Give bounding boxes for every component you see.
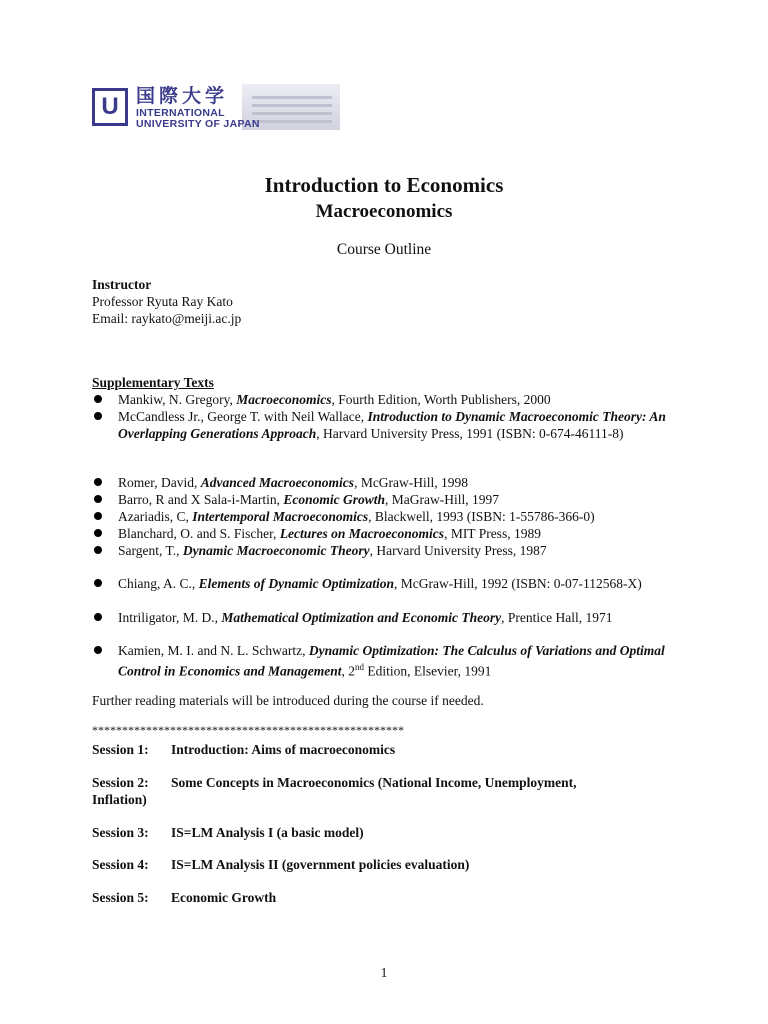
instructor-email: Email: raykato@meiji.ac.jp: [92, 311, 242, 326]
reference-item: Romer, David, Advanced Macroeconomics, McGraw-Hill, 1998: [92, 474, 692, 491]
bullet-icon: [94, 395, 102, 403]
separator: ****************************************************: [92, 723, 404, 737]
further-reading-note: Further reading materials will be introduced during the course if needed.: [92, 693, 484, 708]
reference-item: Kamien, M. I. and N. L. Schwartz, Dynamic Optimization: The Calculus of Variations and Optimal Control in Economics and Management, 2nd Edition, Elsevier, 1991: [92, 642, 692, 680]
instructor-heading: Instructor: [92, 277, 152, 292]
session-number: Session 4:: [92, 857, 149, 872]
session-item: [92, 774, 692, 808]
reference-item: Sargent, T., Dynamic Macroeconomic Theory, Harvard University Press, 1987: [92, 542, 692, 559]
bullet-icon: [94, 646, 102, 654]
session-title-wrap: Inflation): [92, 792, 147, 807]
logo-mark-icon: U: [92, 88, 128, 126]
bullet-icon: [94, 613, 102, 621]
reference-item: McCandless Jr., George T. with Neil Wallace, Introduction to Dynamic Macroeconomic Theory: An Overlapping Generations Approach, Harvard University Press, 1991 (ISBN: 0-674-46111-8): [92, 408, 692, 442]
reference-item: Azariadis, C, Intertemporal Macroeconomics, Blackwell, 1993 (ISBN: 1-55786-366-0): [92, 508, 692, 525]
university-logo: [92, 84, 340, 130]
session-item: [92, 889, 692, 906]
session-item: [92, 856, 692, 873]
session-title: IS=LM Analysis I (a basic model): [171, 825, 364, 840]
document-title: Introduction to Economics: [264, 173, 504, 197]
session-title: IS=LM Analysis II (government policies evaluation): [171, 857, 470, 872]
outline-heading: Course Outline: [336, 241, 432, 258]
session-number: Session 1:: [92, 742, 149, 757]
session-item: [92, 741, 692, 758]
session-title: Some Concepts in Macroeconomics (National Income, Unemployment,: [171, 775, 577, 790]
reference-item: Chiang, A. C., Elements of Dynamic Optimization, McGraw-Hill, 1992 (ISBN: 0-07-112568-X): [92, 575, 692, 592]
bullet-icon: [94, 579, 102, 587]
reference-item: Mankiw, N. Gregory, Macroeconomics, Fourth Edition, Worth Publishers, 2000: [92, 391, 692, 408]
session-number: Session 3:: [92, 825, 149, 840]
supplementary-heading: Supplementary Texts: [92, 375, 214, 390]
bullet-icon: [94, 512, 102, 520]
logo-line-1: INTERNATIONAL: [136, 107, 225, 119]
session-title: Economic Growth: [171, 890, 277, 905]
session-number: Session 2:: [92, 775, 149, 790]
bullet-icon: [94, 412, 102, 420]
bullet-icon: [94, 546, 102, 554]
session-number: Session 5:: [92, 890, 149, 905]
session-item: [92, 824, 692, 841]
logo-line-2: UNIVERSITY OF JAPAN: [136, 118, 260, 130]
reference-item: Blanchard, O. and S. Fischer, Lectures on Macroeconomics, MIT Press, 1989: [92, 525, 692, 542]
logo-kanji: 国際大学: [136, 85, 229, 107]
document-subtitle: Macroeconomics: [315, 201, 453, 222]
bullet-icon: [94, 529, 102, 537]
page-number: 1: [380, 965, 388, 980]
reference-item: Barro, R and X Sala-i-Martin, Economic Growth, MaGraw-Hill, 1997: [92, 491, 692, 508]
reference-item: Intriligator, M. D., Mathematical Optimization and Economic Theory, Prentice Hall, 1971: [92, 609, 692, 626]
session-title: Introduction: Aims of macroeconomics: [171, 742, 396, 757]
instructor-name: Professor Ryuta Ray Kato: [92, 294, 233, 309]
bullet-icon: [94, 495, 102, 503]
bullet-icon: [94, 478, 102, 486]
